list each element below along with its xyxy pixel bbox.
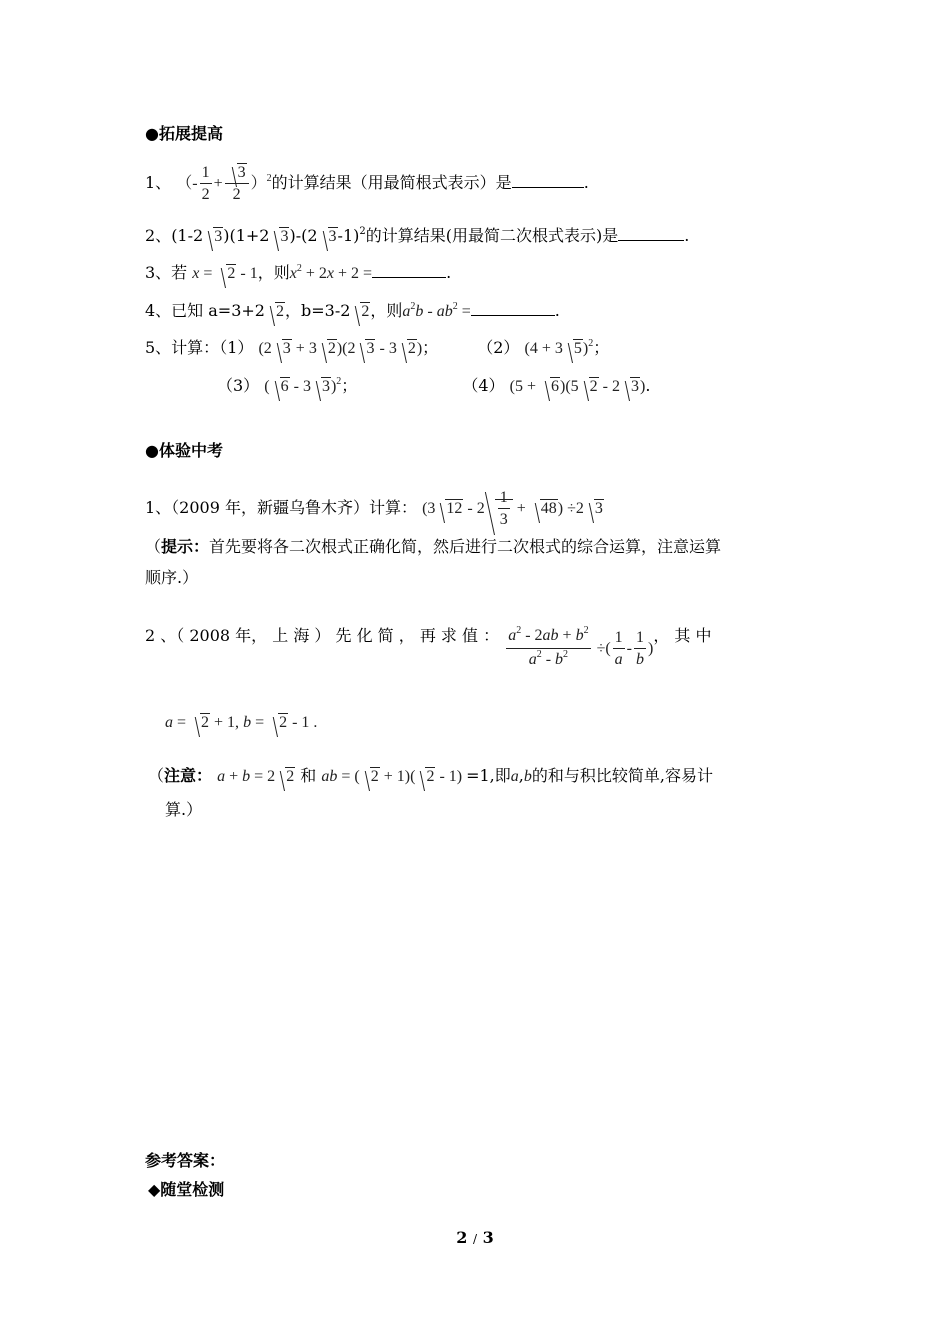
hint-open: （: [145, 537, 162, 556]
q3-end: .: [446, 263, 452, 282]
q4-number: 4、已知 a=3+2: [145, 301, 265, 320]
q4-end: .: [554, 301, 560, 320]
q2-text: 的计算结果(用最简二次根式表示)是: [365, 226, 619, 245]
exam-note-cont: 算.）: [165, 800, 203, 819]
note-and: 和: [300, 766, 317, 785]
q3-then: ，则: [257, 263, 290, 282]
exam-q2-values: a = 2 + 1, b = 2 - 1 .: [165, 714, 318, 731]
note-text: 的和与积比较简单,容易计: [531, 766, 713, 785]
note-product: ab = ( 2 + 1)( 2 - 1): [321, 768, 467, 785]
answers-title: 参考答案：: [145, 1151, 226, 1170]
question-5: 5、计算：（1） (2 3 + 3 2)(2 3 - 3 2)； （2） (4 + 3 5)$^2$；: [145, 338, 610, 357]
answer-blank: [618, 240, 684, 241]
note-then: =1,即: [466, 766, 511, 785]
q4-part: ，b=3-2: [284, 301, 351, 320]
q5-expression-4: (5 + 6)(5 2 - 2 3): [509, 378, 646, 395]
q2-number: 2、: [145, 226, 172, 245]
q3-condition: x = 2 - 1: [192, 265, 258, 282]
current-page: 2: [456, 1228, 468, 1247]
q3-expression: $x^2 + 2x + 2$ =: [289, 263, 373, 282]
q4-expression: $a^2b - ab^2$ =: [402, 301, 471, 320]
exam-note: （注意： a + b = 2 2 和 ab = ( 2 + 1)( 2 - 1) =1,即a,b的和与积比较简单,容易计: [148, 766, 713, 785]
q1-number: 1、: [145, 173, 172, 193]
hint-label: 提示：: [161, 537, 210, 556]
exam-hint: [145, 537, 721, 557]
question-5-continued: （3） ( 6 - 3 3)$^2$； （4） (5 + 6)(5 2 - 2 3).: [217, 376, 651, 395]
q5-expression-1: (2 3 + 3 2)(2 3 - 3 2): [258, 340, 423, 357]
q1-text: 的计算结果（用最简根式表示）是: [271, 173, 512, 193]
question-4: 4、已知 a=3+2 2，b=3-2 2，则$a^2b - ab^2$ = .: [145, 301, 560, 320]
exam-q2-text: 2 、（ 2008 年， 上 海 ） 先 化 简 ， 再 求 值 ：: [145, 626, 500, 646]
question-3: [145, 263, 451, 286]
q1-end: .: [583, 173, 589, 193]
q5-part-1: （1）: [219, 338, 254, 357]
q5-part-4: （4）: [462, 376, 505, 395]
q5-part-3: （3）: [217, 376, 260, 395]
total-pages: 3: [482, 1228, 494, 1247]
section-title-extension: ●拓展提高: [145, 124, 223, 143]
q5-expression-3: ( 6 - 3 3)$^2$: [264, 376, 342, 395]
note-sum: a + b = 2 2: [217, 768, 295, 785]
note-label: 注意：: [164, 766, 213, 785]
exam-q1-expression: (3 12 - 2 $\frac{1}{3}$ + 48) ÷2 3: [422, 500, 604, 517]
section-title-exam: ●体验中考: [145, 441, 223, 460]
question-2: 2、(1-2 3)(1+2 3)-(2 3-1)$^2$的计算结果(用最简二次根式表示)是 .: [145, 226, 690, 245]
exam-q2-expression: $\frac{a^2 - 2ab + b^2}{a^2 - b^2}$ ÷( $\frac{1}{a}$ - $\frac{1}{b}$ ): [508, 625, 654, 668]
q2-part: -1): [337, 226, 360, 245]
hint-text: 首先要将各二次根式正确化简，然后进行二次根式的综合运算，注意运算: [209, 537, 722, 556]
exam-hint-cont: 顺序.）: [145, 568, 199, 587]
question-1: [145, 163, 589, 206]
q2-end: .: [684, 226, 690, 245]
exam-question-2: [145, 614, 712, 668]
q3-number: 3、若: [145, 263, 188, 282]
answer-blank: [372, 277, 446, 278]
exam-question-1: [145, 488, 604, 531]
q5-expression-2: (4 + 3 5)$^2$: [524, 338, 594, 357]
exam-q1-text: 1、（2009 年，新疆乌鲁木齐）计算：: [145, 498, 417, 518]
exam-q2-tail: ， 其 中: [653, 626, 712, 646]
q2-part: )(1+2: [223, 226, 270, 245]
answers-subsection: ◆随堂检测: [148, 1180, 225, 1199]
answer-blank: [512, 187, 584, 188]
q5-part-2: （2）: [477, 338, 520, 357]
note-open: （: [148, 766, 165, 785]
q2-part: (1-2: [171, 226, 204, 245]
q2-part: )-(2: [289, 226, 318, 245]
page-separator: /: [472, 1232, 478, 1246]
page-number: [0, 1228, 950, 1247]
q1-expression: （- $\frac{1}{2}$ + $\frac{3}{2}$ ）$^2$: [176, 164, 272, 203]
q4-then: ，则: [370, 301, 403, 320]
answer-blank: [471, 315, 555, 316]
q5-number: 5、计算：: [145, 338, 220, 357]
